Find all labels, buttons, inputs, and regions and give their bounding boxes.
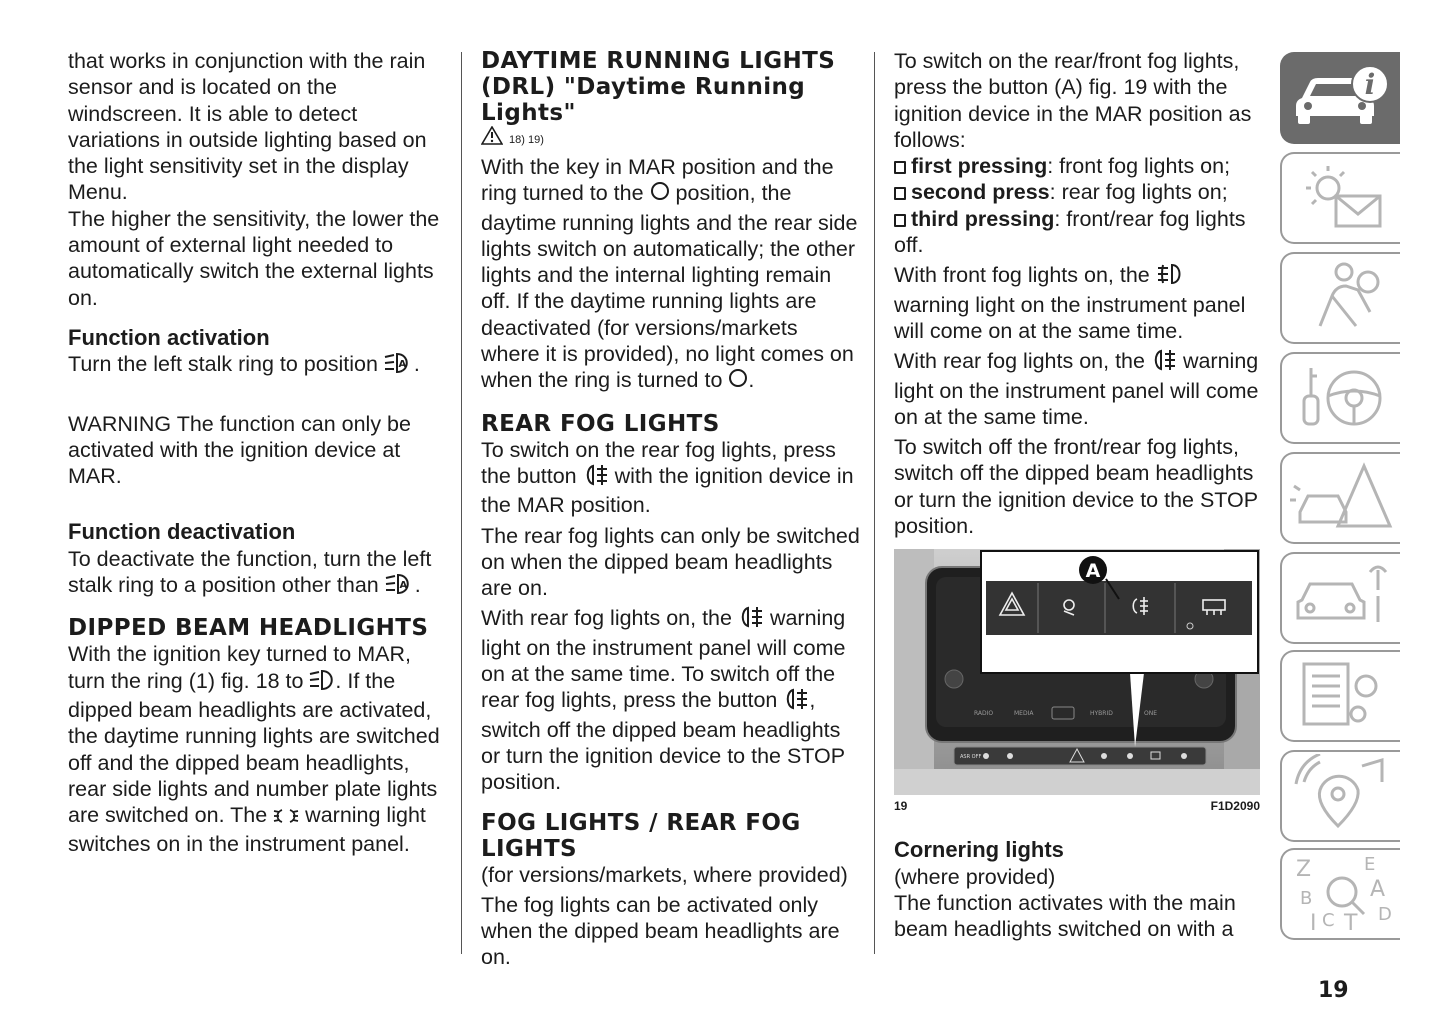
fog-press-item: second press: rear fog lights on; xyxy=(894,179,1264,205)
function-deactivation-heading: Function deactivation xyxy=(68,519,296,545)
rear-fog-text: To switch on the rear fog lights, press the button with the ignition device in the MAR position. xyxy=(481,437,854,518)
auto-light-icon xyxy=(384,352,414,380)
key-steering-icon xyxy=(1286,356,1396,441)
tab-maintenance[interactable] xyxy=(1280,552,1400,644)
drl-warning-refs xyxy=(481,126,861,154)
warning-text: WARNING The function can only be activated with the ignition device at MAR. xyxy=(68,411,411,489)
car-info-icon xyxy=(1286,56,1396,141)
rear-fog-condition: The rear fog lights can only be switched on when the dipped beam headlights are on. xyxy=(481,523,860,601)
ring-off-position-icon xyxy=(728,368,748,396)
front-fog-warning-text: With front fog lights on, the warning light on the instrument panel will come on at the same time. xyxy=(894,263,1246,343)
front-fog-icon xyxy=(1156,263,1184,291)
dipped-beam-heading: DIPPED BEAM HEADLIGHTS xyxy=(68,615,429,642)
bullet-icon xyxy=(894,214,906,227)
cornering-text: The function activates with the main beam headlights switched on with a xyxy=(894,890,1236,942)
index-letter: I xyxy=(1310,910,1317,932)
fog-press-item: third pressing: front/rear fog lights off. xyxy=(894,206,1246,258)
auto-light-icon xyxy=(385,573,415,601)
function-activation-heading: Function activation xyxy=(68,324,270,350)
drl-refs: 18) 19) xyxy=(509,134,544,146)
function-activation-text: Turn the left stalk ring to position A . xyxy=(68,351,440,380)
tab-emergency[interactable] xyxy=(1280,452,1400,544)
column-2 xyxy=(481,48,861,971)
figure-code: F1D2090 xyxy=(1210,799,1260,814)
index-letter: Z xyxy=(1296,856,1312,882)
car-maintenance-icon xyxy=(1286,556,1396,641)
rear-fog-icon xyxy=(783,688,809,716)
console-label: RADIO xyxy=(974,710,994,718)
svg-text:A: A xyxy=(399,580,407,592)
rear-fog-warning-text: With rear fog lights on, the warning light on the instrument panel will come on at the same time. To switch off the rear fog lights, press the button , switch off the dipped beam headlights or turn the ignition device to the STOP position. xyxy=(481,606,846,795)
figure-19-console xyxy=(894,549,1260,795)
dipped-beam-text: With the ignition key turned to MAR, turn the ring (1) fig. 18 to . If the dipped beam headlights are activated, the daytime running lights are switched off and the dipped beam headlights, rear side lights and number plate lights are switched on. The warning light switches on in the instrument panel. xyxy=(68,642,440,857)
fog-switch-off-text: To switch off the front/rear fog lights, switch off the dipped beam headlights or turn the ignition device to the STOP position. xyxy=(894,435,1258,539)
index-letter: B xyxy=(1300,887,1313,909)
cornering-where-provided: (where provided) xyxy=(894,864,1056,889)
index-letter: A xyxy=(1370,876,1386,902)
tab-index[interactable] xyxy=(1280,848,1400,940)
index-letter: C xyxy=(1322,909,1335,931)
sensitivity-paragraph: The higher the sensitivity, the lower the amount of external light needed to automatically switch the external lights on. xyxy=(68,206,440,310)
page-number: 19 xyxy=(1318,978,1349,1003)
figure-number: 19 xyxy=(894,799,908,814)
cornering-lights-heading: Cornering lights xyxy=(894,837,1064,863)
emergency-triangle-icon xyxy=(1286,456,1396,541)
tab-technical-data[interactable] xyxy=(1280,650,1400,742)
tab-safety[interactable] xyxy=(1280,252,1400,344)
fog-lights-text: The fog lights can be activated only when the dipped beam headlights are on. xyxy=(481,892,840,970)
figure-callout-label: A xyxy=(1085,560,1101,583)
side-lights-icon xyxy=(273,805,299,831)
dipped-beam-icon xyxy=(309,669,335,697)
tab-knowing-car[interactable] xyxy=(1280,52,1400,144)
technical-data-icon xyxy=(1286,654,1396,739)
fog-press-item: first pressing: front fog lights on; xyxy=(894,153,1264,179)
tab-multimedia[interactable] xyxy=(1280,750,1400,842)
bullet-icon xyxy=(894,187,906,200)
svg-text:i: i xyxy=(1364,67,1376,101)
console-button-label: ASR OFF xyxy=(960,754,982,761)
rear-fog-icon xyxy=(583,464,609,492)
rear-fog-icon xyxy=(738,606,764,634)
svg-text:A: A xyxy=(398,359,407,371)
ring-off-position-icon xyxy=(650,181,670,209)
alphabetical-index-icon xyxy=(1286,852,1396,937)
rear-fog-heading: REAR FOG LIGHTS xyxy=(481,410,720,437)
bullet-icon xyxy=(894,161,906,174)
figure-caption xyxy=(894,797,1260,815)
rear-fog-warning-text: With rear fog lights on, the warning light on the instrument panel will come on at the same time. xyxy=(894,349,1259,429)
function-deactivation-text: To deactivate the function, turn the left stalk ring to a position other than A . xyxy=(68,546,440,602)
console-label: MEDIA xyxy=(1014,710,1034,718)
fog-switch-intro: To switch on the rear/front fog lights, press the button (A) fig. 19 with the ignition device in the MAR position as follows: xyxy=(894,49,1252,152)
multimedia-icon xyxy=(1286,754,1396,839)
column-1 xyxy=(68,48,440,858)
warning-triangle-icon xyxy=(481,126,503,154)
index-letter: D xyxy=(1378,903,1392,925)
column-3 xyxy=(894,48,1264,943)
index-letter: T xyxy=(1344,910,1358,932)
tab-dashboard[interactable] xyxy=(1280,152,1400,244)
drl-text: With the key in MAR position and the ring turned to the position, the daytime running lights and the rear side lights switch on automatically; the other lights and the internal lighting remain off. If the daytime running lights are deactivated (for versions/markets where it is provided), no light comes on when the ring is turned to . xyxy=(481,154,861,397)
safety-airbag-icon xyxy=(1286,256,1396,341)
console-label: HYBRID xyxy=(1090,710,1113,718)
column-divider xyxy=(874,52,875,954)
rear-fog-icon xyxy=(1151,349,1177,377)
console-label: ONE xyxy=(1144,710,1158,718)
dashboard-lights-icon xyxy=(1286,156,1396,241)
column-divider xyxy=(461,52,462,954)
fog-lights-versions: (for versions/markets, where provided) xyxy=(481,862,848,887)
drl-heading: DAYTIME RUNNING LIGHTS (DRL) "Daytime Running Lights" xyxy=(481,48,836,126)
tab-starting-driving[interactable] xyxy=(1280,352,1400,444)
fog-lights-heading: FOG LIGHTS / REAR FOG LIGHTS xyxy=(481,809,801,862)
intro-paragraph: that works in conjunction with the rain sensor and is located on the windscreen. It is able to detect variations in outside lighting based on the light sensitivity set in the display Menu. xyxy=(68,49,427,205)
index-letter: E xyxy=(1364,853,1376,875)
